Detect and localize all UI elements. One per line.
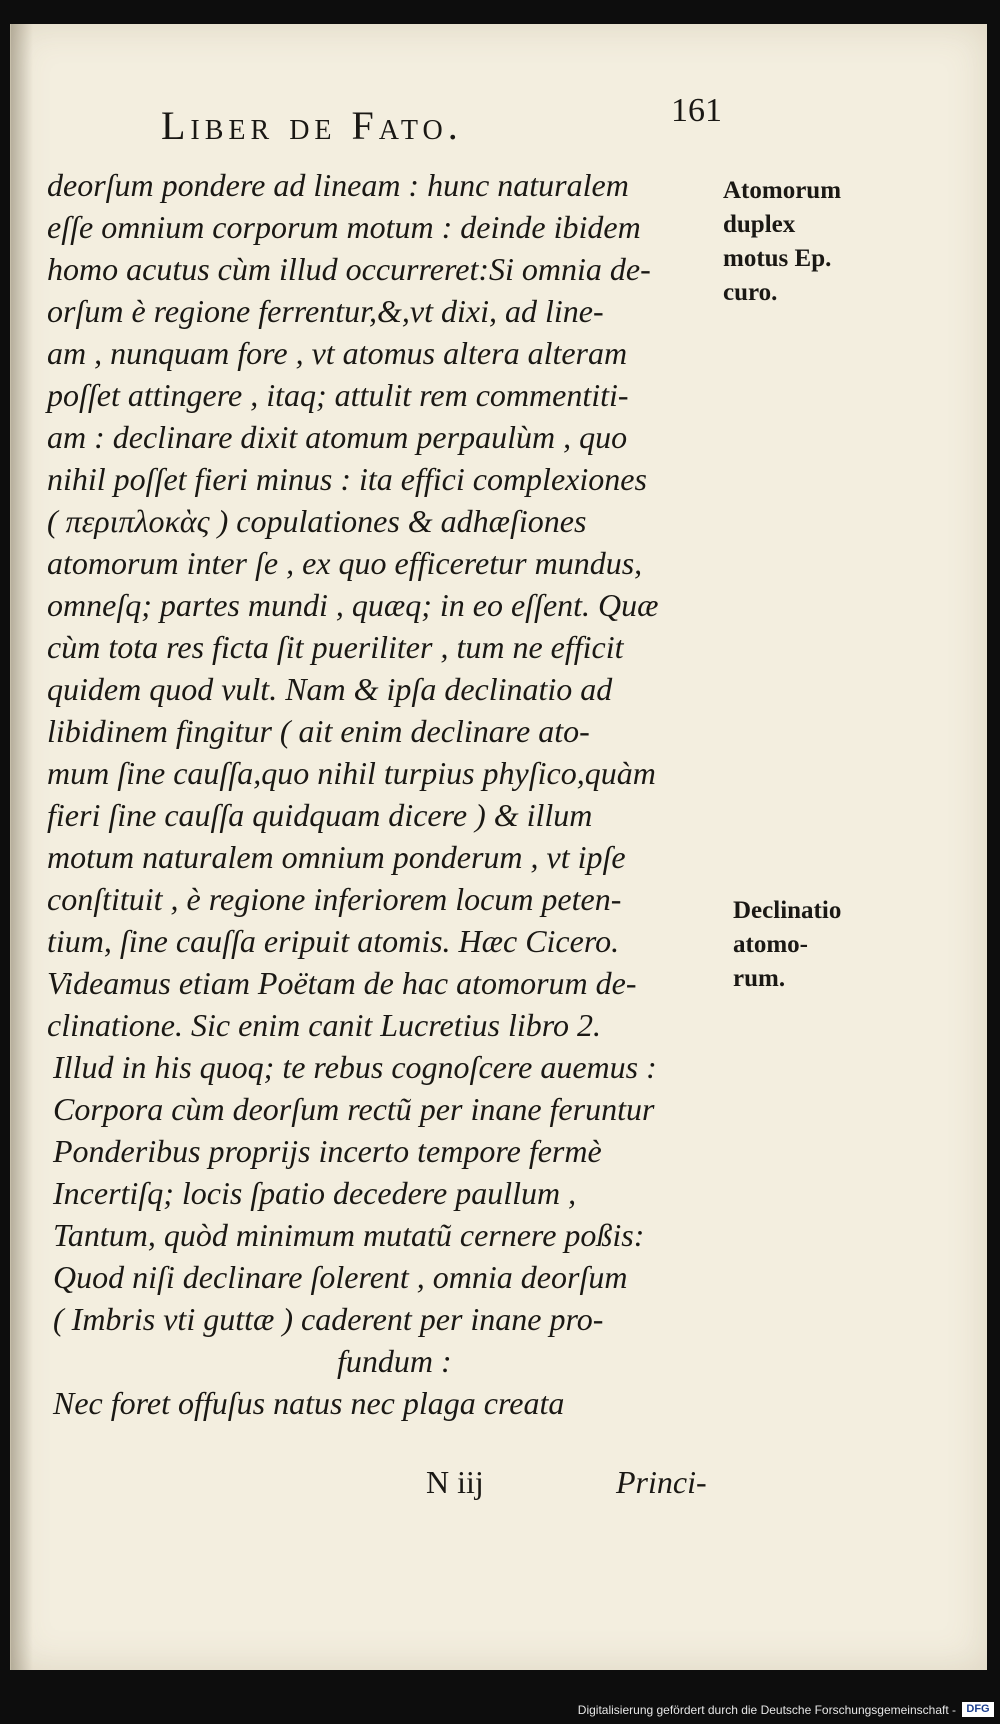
text-line: fieri ſine cauſſa quidquam dicere ) & illum — [47, 797, 593, 833]
text-line: quidem quod vult. Nam & ipſa declinatio ad — [47, 671, 613, 707]
text-line: ( περιπλοκὰς ) copulationes & adhæſiones — [47, 503, 587, 539]
main-text-block — [47, 164, 727, 1424]
text-line: cùm tota res ficta ſit pueriliter , tum ne efficit — [47, 629, 624, 665]
page-leaf — [10, 24, 987, 1670]
verse-line: Illud in his quoq; te rebus cognoſcere auemus : — [53, 1049, 657, 1085]
margin-note-line: duplex — [723, 211, 796, 238]
text-line: Videamus etiam Poëtam de hac atomorum de- — [47, 965, 637, 1001]
text-line: am : declinare dixit atomum perpaulùm , quo — [47, 419, 628, 455]
text-line: motum naturalem omnium ponderum , vt ipſe — [47, 839, 626, 875]
text-line: nihil poſſet fieri minus : ita effici complexiones — [47, 461, 647, 497]
verse-line: Ponderibus proprijs incerto tempore fermè — [53, 1133, 602, 1169]
text-line: conſtituit , è regione inferiorem locum peten- — [47, 881, 622, 917]
page-number: 161 — [671, 92, 722, 129]
text-line: omneſq; partes mundi , quæq; in eo eſſent. Quæ — [47, 587, 659, 623]
verse-continuation: fundum : — [337, 1343, 452, 1379]
margin-note-line: Declinatio — [733, 897, 842, 924]
text-line: deorſum pondere ad lineam : hunc naturalem — [47, 167, 629, 203]
verse-line: Quod niſi declinare ſolerent , omnia deorſum — [53, 1259, 628, 1295]
text-line: clinatione. Sic enim canit Lucretius libro 2. — [47, 1007, 601, 1043]
running-title: Liber de Fato. — [161, 103, 463, 148]
digitization-credit-text: Digitalisierung gefördert durch die Deutsche Forschungsgemeinschaft - — [577, 1703, 956, 1717]
text-line: mum ſine cauſſa,quo nihil turpius phyſico,quàm — [47, 755, 656, 791]
text-line: homo acutus cùm illud occurreret:Si omnia de- — [47, 251, 651, 287]
verse-line: Incertiſq; locis ſpatio decedere paullum , — [53, 1175, 577, 1211]
margin-note-declinatio — [733, 894, 893, 996]
text-line: atomorum inter ſe , ex quo efficeretur mundus, — [47, 545, 643, 581]
verse-line: ( Imbris vti guttæ ) caderent per inane pro- — [53, 1301, 604, 1337]
dfg-logo: DFG — [962, 1702, 994, 1717]
catchword: Princi- — [616, 1464, 707, 1500]
verse-line: Tantum, quòd minimum mutatũ cernere poßis: — [53, 1217, 645, 1253]
margin-note-line: curo. — [723, 279, 778, 306]
text-line: tium, ſine cauſſa eripuit atomis. Hæc Cicero. — [47, 923, 620, 959]
text-line: eſſe omnium corporum motum : deinde ibidem — [47, 209, 641, 245]
margin-note-line: atomo- — [733, 931, 808, 958]
text-line: orſum è regione ferrentur,&,vt dixi, ad line- — [47, 293, 604, 329]
margin-note-line: rum. — [733, 965, 786, 992]
text-line: poſſet attingere , itaq; attulit rem commentiti- — [47, 377, 629, 413]
verse-line: Corpora cùm deorſum rectũ per inane feruntur — [53, 1091, 655, 1127]
page-header — [11, 84, 987, 154]
signature-mark: N iij — [426, 1464, 484, 1500]
verse-line: Nec foret offuſus natus nec plaga creata — [53, 1385, 565, 1421]
text-line: libidinem fingitur ( ait enim declinare ato- — [47, 713, 590, 749]
gutter-shadow — [11, 24, 33, 1670]
margin-note-line: Atomorum — [723, 177, 842, 204]
margin-note-line: motus Ep. — [723, 245, 832, 272]
text-line: am , nunquam fore , vt atomus altera alteram — [47, 335, 628, 371]
margin-note-atomorum-motus — [723, 174, 883, 310]
digitization-credit-bar — [0, 1696, 1000, 1724]
